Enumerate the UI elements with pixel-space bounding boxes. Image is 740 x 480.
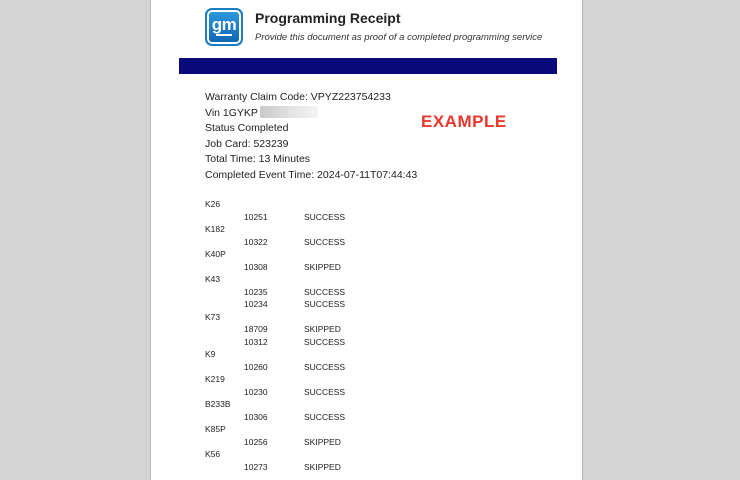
programming-status: SUCCESS [304, 236, 346, 247]
status-line: Status Completed [205, 122, 289, 134]
module-name: K85P [205, 424, 226, 434]
module-group [205, 448, 505, 473]
module-group [205, 348, 505, 373]
software-part-number: 10260 [244, 361, 268, 372]
module-list [205, 198, 505, 473]
module-group [205, 311, 505, 349]
module-result-row [205, 236, 505, 249]
module-group [205, 248, 505, 273]
module-name: K9 [205, 349, 216, 359]
programming-status: SUCCESS [304, 211, 346, 222]
module-result-row [205, 298, 505, 311]
module-result-row [205, 211, 505, 224]
software-part-number: 10251 [244, 211, 268, 222]
module-name: B233B [205, 399, 231, 409]
software-part-number: 10234 [244, 299, 268, 309]
module-group [205, 373, 505, 398]
programming-status: SUCCESS [304, 299, 346, 309]
module-result-row [205, 386, 505, 399]
module-result-row [205, 286, 505, 299]
module-name: K182 [205, 224, 225, 234]
page-title: Programming Receipt [255, 10, 401, 26]
gm-logo [205, 8, 243, 46]
completed-event-time-line: Completed Event Time: 2024-07-11T07:44:43 [205, 168, 418, 181]
module-name: K43 [205, 274, 221, 284]
module-result-row [205, 261, 505, 274]
software-part-number: 18709 [244, 324, 268, 334]
programming-status: SUCCESS [304, 286, 346, 297]
module-result-row [205, 411, 505, 424]
receipt-info [205, 90, 417, 183]
example-watermark: EXAMPLE [421, 112, 507, 131]
software-part-number: 10273 [244, 461, 268, 472]
vin-redaction [260, 106, 318, 118]
module-result-row [205, 336, 505, 349]
software-part-number: 10308 [244, 261, 268, 272]
module-name: K26 [205, 199, 221, 209]
software-part-number: 10322 [244, 236, 268, 247]
job-card-line: Job Card: 523239 [205, 137, 289, 150]
warranty-claim-code: Warranty Claim Code: VPYZ223754233 [205, 91, 391, 103]
programming-status: SKIPPED [304, 261, 341, 272]
programming-status: SKIPPED [304, 436, 341, 447]
software-part-number: 10306 [244, 411, 268, 422]
software-part-number: 10235 [244, 286, 268, 297]
module-group [205, 398, 505, 423]
module-group [205, 273, 505, 311]
programming-status: SUCCESS [304, 361, 346, 372]
module-name: K56 [205, 449, 221, 459]
receipt-document [150, 0, 583, 480]
vin-text: Vin 1GYKP [205, 106, 258, 119]
programming-status: SKIPPED [304, 324, 341, 334]
gm-logo-underline [216, 34, 232, 36]
module-result-row [205, 436, 505, 449]
programming-status: SUCCESS [304, 411, 346, 422]
module-result-row [205, 323, 505, 336]
module-result-row [205, 361, 505, 374]
module-name: K40P [205, 249, 226, 259]
programming-status: SKIPPED [304, 461, 341, 472]
software-part-number: 10256 [244, 436, 268, 447]
total-time-line: Total Time: 13 Minutes [205, 153, 311, 165]
module-group [205, 198, 505, 223]
software-part-number: 10312 [244, 336, 268, 347]
module-result-row [205, 461, 505, 474]
module-group [205, 223, 505, 248]
software-part-number: 10230 [244, 386, 268, 397]
header-band [179, 58, 557, 74]
programming-status: SUCCESS [304, 336, 346, 347]
programming-status: SUCCESS [304, 386, 346, 397]
page-subtitle: Provide this document as proof of a completed programming service [255, 32, 543, 43]
vin-line [205, 106, 417, 122]
module-name: K219 [205, 374, 225, 384]
module-name: K73 [205, 311, 221, 322]
module-group [205, 423, 505, 448]
gm-logo-text: gm [211, 15, 237, 34]
